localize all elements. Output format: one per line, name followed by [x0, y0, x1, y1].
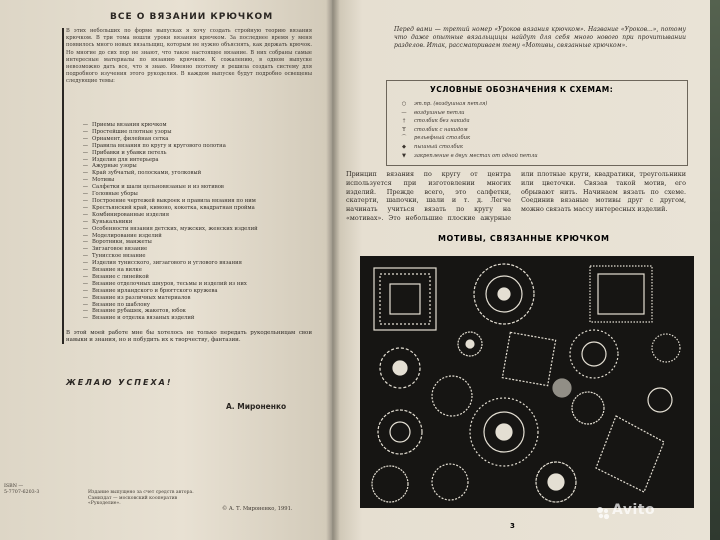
intro-paragraph: В этих небольших по форме выпусках я хочу создать стройную теорию вязания крючком. В три тома вошли уроки вязания крючком. За последнее время у меня появилось много новых вязальщиц, которым не нужно объяснять, как держать крючок. Но многие до сих пор не знают, что такое настоящее вязание. В них собраны самые интересные материалы по вязанию крючком. К сожалению, в одном выпуске невозможно дать все, что я знаю. Именно поэтому я решила создать систему для подробного изучения этого рукоделия. В каждом выпуске будут подробно освещены следующие темы:	[66, 28, 312, 85]
dash-mark: —	[82, 163, 88, 170]
dash-mark: —	[82, 184, 88, 191]
topics-list	[66, 122, 316, 322]
legend-symbol: ⌒	[401, 135, 407, 142]
copyright: © А. Т. Мироненко, 1991.	[222, 506, 293, 512]
dash-mark: —	[82, 142, 88, 149]
round-motif-4	[378, 410, 422, 454]
author-name: А. Мироненко	[226, 402, 287, 411]
topic-item	[66, 150, 316, 157]
dash-mark: —	[82, 260, 88, 267]
dash-mark: —	[82, 128, 88, 135]
topic-item	[66, 308, 316, 315]
topic-label: Вязание отделочных шнуров, тесьмы и изделий из них	[92, 280, 247, 287]
wish-line: ЖЕЛАЮ УСПЕХА!	[66, 378, 173, 387]
topic-label: Правила вязания по кругу и кругового полотна	[92, 142, 226, 149]
legend-item	[394, 152, 684, 161]
topic-label: Вязание и отделка вязаных изделий	[92, 315, 195, 322]
right-intro: Перед вами — третий номер «Уроков вязания крючком». Название «Уроков...», потому что даже опытные вязальщицы найдут для себя много нового при прочитывании разделов. Итак, рассматриваем тему «Мотивы, связанные крючком».	[394, 26, 686, 50]
topic-label: Изделия тунисского, зигзагового и углового вязания	[92, 260, 242, 267]
dash-mark: —	[82, 308, 88, 315]
topic-label: Приемы вязания крючком	[92, 122, 167, 128]
topic-label: Воротники, манжеты	[92, 239, 152, 246]
topic-item	[66, 122, 316, 129]
legend-item	[394, 126, 684, 135]
margin-rule	[62, 28, 64, 344]
legend-list	[394, 100, 684, 160]
topic-item	[66, 226, 316, 233]
dash-mark: —	[82, 191, 88, 198]
topic-label: Моделирование изделий	[92, 232, 162, 239]
round-motif-3	[432, 376, 472, 416]
topic-item	[66, 219, 316, 226]
round-motif-2	[570, 330, 618, 378]
topic-item	[66, 212, 316, 219]
legend-item	[394, 134, 684, 143]
topic-label: Орнамент, филейная сетка	[92, 135, 169, 142]
topic-item	[66, 129, 316, 136]
legend-item	[394, 100, 684, 109]
topic-item	[66, 295, 316, 302]
topic-item	[66, 246, 316, 253]
book-spine-shadow	[326, 0, 340, 540]
small-round-motif	[652, 334, 680, 362]
topic-label: Зигзаговое вязание	[92, 246, 148, 253]
topic-item	[66, 281, 316, 288]
dash-mark: —	[82, 211, 88, 218]
legend-symbol: Ŧ	[402, 126, 406, 133]
legend-symbol: †	[402, 118, 406, 125]
topic-item	[66, 274, 316, 281]
page-number: 3	[510, 522, 515, 530]
flower-motif-4	[372, 466, 408, 502]
dash-mark: —	[82, 197, 88, 204]
topic-item	[66, 170, 316, 177]
avito-logo-icon	[596, 506, 610, 520]
topic-label: Вязание с линейкой	[92, 273, 149, 280]
isbn-line: ISBN —	[4, 484, 24, 489]
flower-motif-3	[572, 392, 604, 424]
topic-label: Вязание на вилке	[92, 267, 142, 274]
legend-text: столбик без накида	[414, 118, 470, 125]
dash-mark: —	[82, 135, 88, 142]
watermark: Avito	[612, 502, 656, 518]
topic-item	[66, 253, 316, 260]
crochet-motifs-photo	[360, 256, 694, 508]
topic-item	[66, 315, 316, 322]
topic-item	[66, 260, 316, 267]
dash-mark: —	[82, 122, 88, 128]
topic-item	[66, 288, 316, 295]
dash-mark: —	[82, 204, 88, 211]
topic-item	[66, 198, 316, 205]
topic-item	[66, 233, 316, 240]
page-heading: ВСЕ О ВЯЗАНИИ КРЮЧКОМ	[110, 12, 274, 22]
legend-symbol: ○	[401, 101, 407, 107]
legend-text: рельефный столбик	[414, 135, 471, 142]
dash-mark: —	[82, 267, 88, 274]
dash-mark: —	[82, 225, 88, 232]
dash-mark: —	[82, 315, 88, 322]
topic-label: Изделия для интерьера	[92, 156, 159, 163]
topic-label: Ажурные узоры	[92, 163, 137, 170]
topic-label: Простейшие плотные узоры	[92, 128, 172, 135]
closing-paragraph: В этой моей работе мне бы хотелось не только передать рукодельницам свои навыки и знания, но и побудить их к творчеству, фантазии.	[66, 330, 312, 344]
dash-mark: —	[82, 170, 88, 177]
dash-mark: —	[82, 287, 88, 294]
dash-mark: —	[82, 246, 88, 253]
topic-item	[66, 239, 316, 246]
dash-mark: —	[82, 273, 88, 280]
dash-mark: —	[82, 232, 88, 239]
topic-label: Кунькальники	[92, 218, 133, 225]
topic-label: Салфетки и шали цельновязаные и из мотивов	[92, 184, 224, 191]
topic-label: Мотивы	[92, 177, 115, 184]
dash-mark: —	[82, 253, 88, 260]
topic-label: Крестьянский край, кимоно, кокетка, квадратная пройма	[92, 204, 255, 211]
isbn-block	[4, 484, 39, 496]
isbn-line: 5-7707-6203-3	[4, 490, 40, 495]
topic-label: Вязание по шаблону	[92, 301, 151, 308]
left-page	[0, 0, 332, 540]
motifs-illustration	[360, 256, 694, 508]
topic-item	[66, 136, 316, 143]
diamond-motif	[596, 416, 664, 492]
topic-item	[66, 143, 316, 150]
dash-mark: —	[82, 177, 88, 184]
dash-mark: —	[82, 149, 88, 156]
dash-mark: —	[82, 280, 88, 287]
topic-label: Комбинированные изделия	[92, 211, 170, 218]
legend-text: столбик с накидом	[414, 126, 468, 133]
dash-mark: —	[82, 156, 88, 163]
topic-label: Тунисское вязание	[92, 253, 146, 260]
topic-label: Особенности вязания детских, мужских, женских изделий	[92, 225, 258, 232]
legend-text: пышный столбик	[414, 143, 463, 150]
topic-label: Вязание ирландского и брюггского кружева	[92, 287, 218, 294]
topic-label: Прибавки и убавки петель	[92, 149, 167, 156]
dash-mark: —	[82, 218, 88, 225]
topic-label: Вязание из различных материалов	[92, 294, 191, 301]
topic-label: Головные уборы	[92, 191, 138, 198]
legend-symbol: ▼	[402, 152, 406, 159]
photo-title: МОТИВЫ, СВЯЗАННЫЕ КРЮЧКОМ	[438, 234, 610, 243]
topic-label: Вязание рубашек, жакетов, юбок	[92, 308, 186, 315]
body-text: Принцип вязания по кругу от центра используется при изготовлении многих изделий. Прежде всего, это салфетки, скатерти, шапочки, шали и т. д. Легче начинать учиться вязать по кругу на «мотивах». Это небольшие плоские ажурные или плотные круги, квадратики, треугольники или цветочки. Связав такой мотив, его обрывают нить. Начинаем вязать по схеме. Соединив вязаные мотивы друг с другом, можно связать массу интересных изделий.	[346, 170, 686, 222]
topic-item	[66, 191, 316, 198]
topic-item	[66, 157, 316, 164]
dash-mark: —	[82, 239, 88, 246]
legend-text: закрепление в двух местах от одной петли	[414, 152, 538, 159]
square-motif-2	[502, 332, 555, 385]
legend-text: воздушные петли	[414, 109, 465, 116]
legend-item	[394, 143, 684, 152]
topic-label: Построение чертежей выкроек и правила вязания по ним	[92, 197, 256, 204]
legend-item	[394, 117, 684, 126]
legend-title: УСЛОВНЫЕ ОБОЗНАЧЕНИЯ К СХЕМАМ:	[430, 85, 614, 94]
imprint-note: Издание выпущено за счет средств автора. Самиздат — московский кооператив «Рукоделие».	[88, 490, 194, 507]
legend-symbol: —	[401, 109, 407, 116]
topic-item	[66, 205, 316, 212]
legend-text: эт.пр. (воздушная петля)	[414, 101, 488, 107]
topic-item	[66, 267, 316, 274]
legend-symbol: ◆	[402, 143, 406, 150]
dash-mark: —	[82, 301, 88, 308]
legend-item	[394, 109, 684, 118]
square-motif	[374, 268, 436, 330]
topic-label: Край зубчатый, полосками, уголковый	[92, 170, 202, 177]
dash-mark: —	[82, 294, 88, 301]
